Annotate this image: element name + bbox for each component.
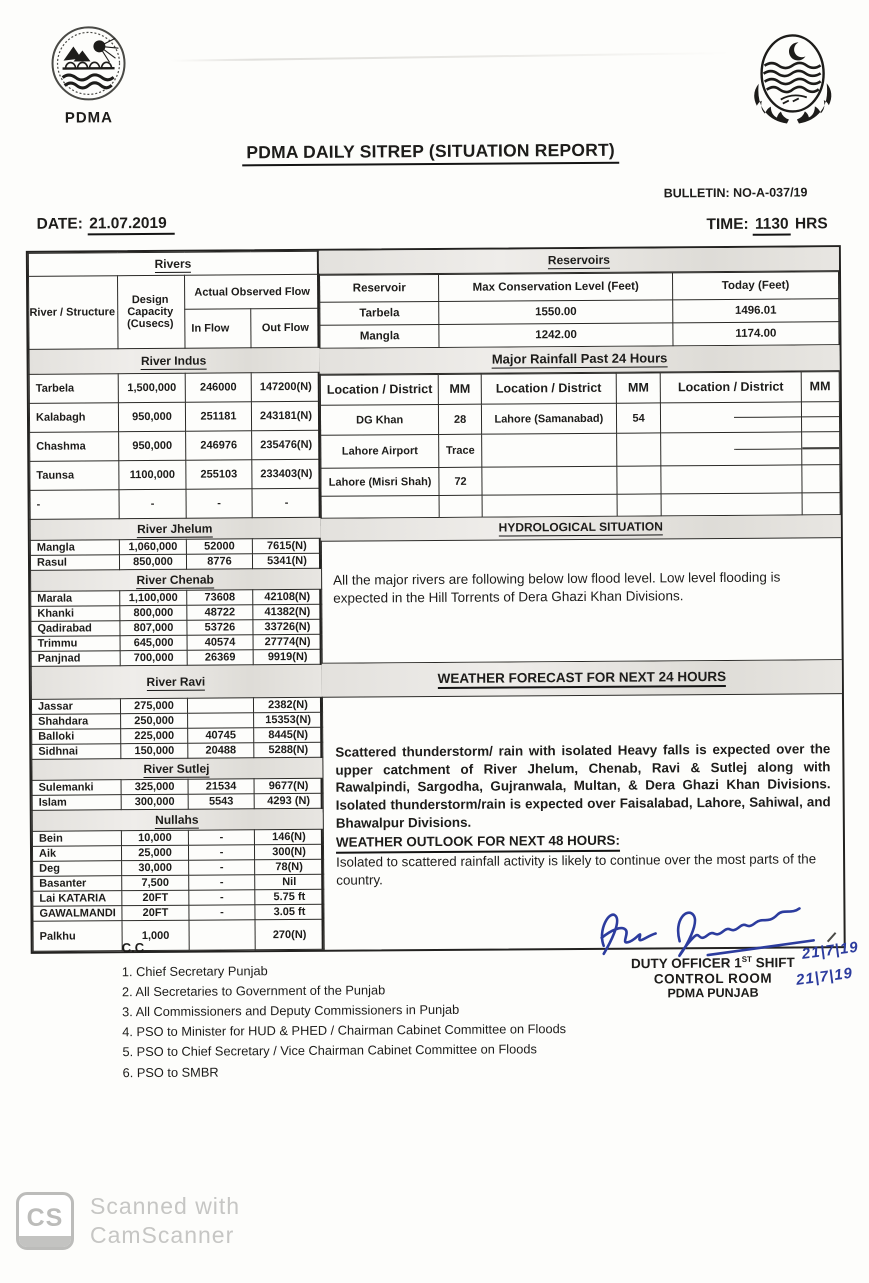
river-data-cell: 41382(N) <box>253 604 322 619</box>
river-data-cell: 26369 <box>187 650 253 665</box>
river-data-cell: 5341(N) <box>252 553 321 568</box>
river-data-cell: Balloki <box>32 729 121 745</box>
river-data-cell: 700,000 <box>120 650 187 665</box>
river-data-cell: Taunsa <box>30 461 119 491</box>
reservoir-row: Tarbela 1550.00 1496.01 <box>320 299 839 326</box>
river-data-cell: Palkhu <box>33 921 122 952</box>
max-level-col-header: Max Conservation Level (Feet) <box>439 273 673 302</box>
river-data-cell: Khanki <box>31 606 120 622</box>
signature-org: PDMA PUNJAB <box>667 985 759 1000</box>
river-section-title: River Chenab <box>31 568 322 591</box>
rainfall-col-header: Location / District <box>661 372 801 403</box>
river-data-cell: - <box>30 490 119 520</box>
col-header-actual-observed-flow: Actual Observed Flow <box>185 274 320 309</box>
signature-office: CONTROL ROOM <box>653 970 773 986</box>
rainfall-row: Lahore (Misri Shah) 72 <box>321 465 840 497</box>
weather-forecast-text: Scattered thunderstorm/ rain with isolated Heavy falls is expected over the upper catchment of River Jhelum, Chenab, Ravi & Sutlej along with Rawalpindi, Sargodha, Gujranwala, Multan, & Dera Ghazi Khan Divisions. Isolated thunderstorm/rain is expected over Faisalabad, Lahore, Sahiwal, and Bhawalpur Divisions. <box>335 741 831 831</box>
river-data-cell: 3.05 ft <box>255 904 324 919</box>
col-header-river-structure: River / Structure <box>29 276 119 350</box>
river-data-cell: 807,000 <box>120 620 187 635</box>
empty-split-cell <box>661 402 801 433</box>
col-header-design-capacity: Design Capacity (Cusecs) <box>118 275 186 348</box>
river-data-cell: 235476(N) <box>252 430 321 459</box>
rivers-panel <box>28 251 324 952</box>
reservoir-col-header: Reservoir <box>320 274 440 302</box>
river-data-cell: 8776 <box>186 554 252 569</box>
river-data-cell: - <box>189 860 255 875</box>
reservoirs-section-header: Reservoirs <box>319 247 839 275</box>
river-section-title: Nullahs <box>32 808 323 831</box>
rainfall-table <box>320 371 841 519</box>
sitrep-table <box>26 245 846 954</box>
col-header-in-flow: In Flow <box>185 309 251 348</box>
river-data-cell: 800,000 <box>120 605 187 620</box>
river-data-cell: 147200(N) <box>251 372 320 401</box>
river-data-cell: 40745 <box>188 728 254 743</box>
river-data-cell: 25,000 <box>121 845 188 860</box>
river-data-cell: Marala <box>31 591 120 607</box>
river-data-cell: Qadirabad <box>31 621 120 637</box>
empty-split-cell <box>801 432 840 465</box>
river-data-cell: Tarbela <box>29 374 118 404</box>
rainfall-col-header: MM <box>616 373 661 403</box>
river-data-cell: 225,000 <box>121 728 188 743</box>
river-data-cell: 270(N) <box>255 919 324 949</box>
camscanner-icon: CS <box>16 1192 74 1250</box>
river-data-cell: 233403(N) <box>252 459 321 488</box>
river-data-cell: 146(N) <box>254 829 323 844</box>
river-data-cell: Shahdara <box>32 714 121 730</box>
pdma-logo <box>47 24 130 127</box>
today-col-header: Today (Feet) <box>672 272 838 300</box>
rainfall-row: Lahore Airport Trace <box>321 432 840 469</box>
signature-block <box>578 900 860 1000</box>
handwritten-date: 21|7|19 <box>800 938 860 963</box>
rainfall-section-header: Major Rainfall Past 24 Hours <box>320 345 840 375</box>
river-section-title: River Indus <box>29 347 320 374</box>
river-data-cell: Kalabagh <box>29 403 118 433</box>
river-data-cell: 7615(N) <box>252 538 321 553</box>
reservoir-row: Mangla 1242.00 1174.00 <box>320 322 839 349</box>
river-data-cell: 950,000 <box>119 431 186 460</box>
river-data-cell: 5.75 ft <box>255 889 324 904</box>
river-data-cell: Rasul <box>30 555 119 571</box>
empty-split-cell <box>661 432 801 466</box>
river-data-cell: 1,100,000 <box>120 590 187 605</box>
rainfall-col-header: Location / District <box>320 374 439 405</box>
rainfall-row: DG Khan 28 Lahore (Samanabad) 54 <box>320 402 839 436</box>
river-section-row <box>31 568 322 591</box>
river-data-cell: - <box>188 830 254 845</box>
cc-list <box>122 935 567 1083</box>
signature-title: DUTY OFFICER 1ST SHIFT <box>630 954 795 972</box>
river-data-cell: Islam <box>32 795 121 811</box>
rivers-table <box>28 251 325 952</box>
report-time: TIME: 1130 HRS <box>706 215 827 234</box>
river-data-cell: - <box>252 488 321 517</box>
weather-outlook-text: Isolated to scattered rainfall activity is likely to continue over the most parts of the country. <box>336 851 817 888</box>
river-data-cell: Aik <box>32 846 121 862</box>
river-data-cell: 243181(N) <box>251 401 320 430</box>
river-data-cell: 250,000 <box>121 713 188 728</box>
river-data-cell: 5288(N) <box>254 742 323 757</box>
river-data-row <box>29 372 320 403</box>
document-header <box>0 0 866 251</box>
river-data-cell: 300(N) <box>254 844 323 859</box>
river-data-cell: 9919(N) <box>253 649 322 664</box>
pdma-logo-icon <box>50 89 128 107</box>
river-section-title: River Ravi <box>31 664 322 699</box>
report-date: DATE: 21.07.2019 <box>37 215 175 234</box>
river-data-cell: 73608 <box>187 590 253 605</box>
river-data-cell: 20FT <box>122 890 189 905</box>
river-data-cell: 251181 <box>185 402 251 431</box>
river-data-cell: 1,000 <box>122 920 189 950</box>
rainfall-row <box>321 493 840 519</box>
river-data-cell: 21534 <box>188 779 254 794</box>
river-data-cell: Sidhnai <box>32 744 121 760</box>
river-data-cell: 4293 (N) <box>254 793 323 808</box>
river-data-cell: 53726 <box>187 620 253 635</box>
river-data-cell: - <box>119 489 186 518</box>
rainfall-col-header: MM <box>801 372 840 402</box>
river-data-cell: 15353(N) <box>254 712 323 727</box>
river-data-cell: 255103 <box>186 460 252 489</box>
cc-item: 2. All Secretaries to Government of the Punjab <box>121 982 386 999</box>
rainfall-col-header: MM <box>439 374 482 404</box>
camscanner-watermark <box>16 1192 240 1250</box>
river-data-row <box>30 430 321 461</box>
col-header-out-flow: Out Flow <box>251 308 320 347</box>
river-data-cell: 246000 <box>185 373 251 402</box>
river-data-cell: - <box>188 845 254 860</box>
river-data-cell: 20488 <box>188 743 254 758</box>
camscanner-text: Scanned with CamScanner <box>90 1193 241 1248</box>
river-data-cell: GAWALMANDI <box>33 906 122 922</box>
river-data-cell: 48722 <box>187 605 253 620</box>
river-data-cell <box>188 713 254 728</box>
river-data-cell: - <box>189 875 255 890</box>
river-data-row <box>30 459 321 490</box>
river-data-cell: 10,000 <box>121 830 188 845</box>
reservoirs-table <box>319 271 840 349</box>
cc-item: 1. Chief Secretary Punjab <box>121 962 268 979</box>
right-panel <box>319 247 844 950</box>
river-data-cell: Deg <box>33 861 122 877</box>
river-data-cell: 850,000 <box>119 554 186 569</box>
river-data-cell: Nil <box>255 874 324 889</box>
river-data-cell: 52000 <box>186 539 252 554</box>
river-data-cell: Trimmu <box>31 636 120 652</box>
river-data-cell <box>187 698 253 713</box>
cc-item: 4. PSO to Minister for HUD & PHED / Chairman Cabinet Committee on Floods <box>122 1021 567 1040</box>
river-data-cell: Mangla <box>30 540 119 556</box>
cc-label: C.C <box>121 940 145 956</box>
river-data-cell: 30,000 <box>122 860 189 875</box>
river-data-cell: 33726(N) <box>253 619 322 634</box>
punjab-crest-icon <box>743 120 843 138</box>
river-data-cell: 2382(N) <box>253 697 322 712</box>
empty-split-cell <box>801 402 840 432</box>
river-data-cell: Panjnad <box>31 651 120 667</box>
river-data-cell: 7,500 <box>122 875 189 890</box>
river-data-cell: Jassar <box>31 699 120 715</box>
river-data-cell: 300,000 <box>121 794 188 809</box>
river-data-cell: 1100,000 <box>119 460 186 489</box>
river-data-cell: 1,500,000 <box>118 373 185 402</box>
cc-item: 3. All Commissioners and Deputy Commissioners in Punjab <box>122 1001 460 1020</box>
pdma-logo-caption: PDMA <box>64 109 114 127</box>
cc-item: 5. PSO to Chief Secretary / Vice Chairman Cabinet Committee on Floods <box>122 1041 537 1060</box>
rivers-section-header: Rivers <box>28 251 319 276</box>
river-data-cell: 20FT <box>122 905 189 920</box>
river-data-cell: Lai KATARIA <box>33 891 122 907</box>
river-data-cell: Basanter <box>33 876 122 892</box>
river-section-row <box>31 664 322 699</box>
river-data-cell: Bein <box>32 831 121 847</box>
river-data-cell: 42108(N) <box>253 589 322 604</box>
river-data-cell: - <box>186 489 252 518</box>
river-section-row <box>30 517 321 540</box>
handwritten-date: 21|7|19 <box>794 964 854 989</box>
river-data-row <box>30 488 321 519</box>
hydrological-text: All the major rivers are following below low flood level. Low level flooding is expected in the Hill Torrents of Dera Ghazi Khan Divisions. <box>321 538 842 664</box>
river-data-cell: 27774(N) <box>253 634 322 649</box>
hydrological-section-header: HYDROLOGICAL SITUATION <box>321 515 841 542</box>
river-data-cell: Sulemanki <box>32 780 121 796</box>
river-section-row <box>32 757 323 780</box>
punjab-government-logo <box>742 29 843 139</box>
river-data-cell: 150,000 <box>121 743 188 758</box>
river-data-cell: 645,000 <box>120 635 187 650</box>
river-section-title: River Jhelum <box>30 517 321 540</box>
rainfall-col-header: Location / District <box>481 373 616 404</box>
river-data-cell: 325,000 <box>121 779 188 794</box>
river-data-cell: 9677(N) <box>254 778 323 793</box>
river-data-cell: - <box>189 890 255 905</box>
river-data-cell: 275,000 <box>120 698 187 713</box>
river-data-cell: 8445(N) <box>254 727 323 742</box>
river-data-cell: Chashma <box>30 432 119 462</box>
cc-item: 6. PSO to SMBR <box>122 1064 219 1080</box>
bulletin-number: BULLETIN: NO-A-037/19 <box>663 185 808 201</box>
river-data-cell: - <box>189 905 255 920</box>
river-data-row <box>29 401 320 432</box>
river-data-cell: 40574 <box>187 635 253 650</box>
page-title: PDMA DAILY SITREP (SITUATION REPORT) <box>242 140 619 167</box>
river-section-row <box>29 347 320 374</box>
time-value: 1130 <box>753 216 791 236</box>
river-section-title: River Sutlej <box>32 757 323 780</box>
river-data-cell: 1,060,000 <box>119 539 186 554</box>
weather-forecast-header: WEATHER FORECAST FOR NEXT 24 HOURS <box>322 660 842 698</box>
river-data-cell: 5543 <box>188 794 254 809</box>
river-data-cell: 78(N) <box>255 859 324 874</box>
river-data-cell: 246976 <box>186 431 252 460</box>
date-value: 21.07.2019 <box>87 215 175 236</box>
river-section-row <box>32 808 323 831</box>
weather-outlook-header: WEATHER OUTLOOK FOR NEXT 48 HOURS: <box>336 832 620 854</box>
scan-artifact-streak <box>170 52 730 62</box>
river-data-cell: 950,000 <box>118 402 185 431</box>
